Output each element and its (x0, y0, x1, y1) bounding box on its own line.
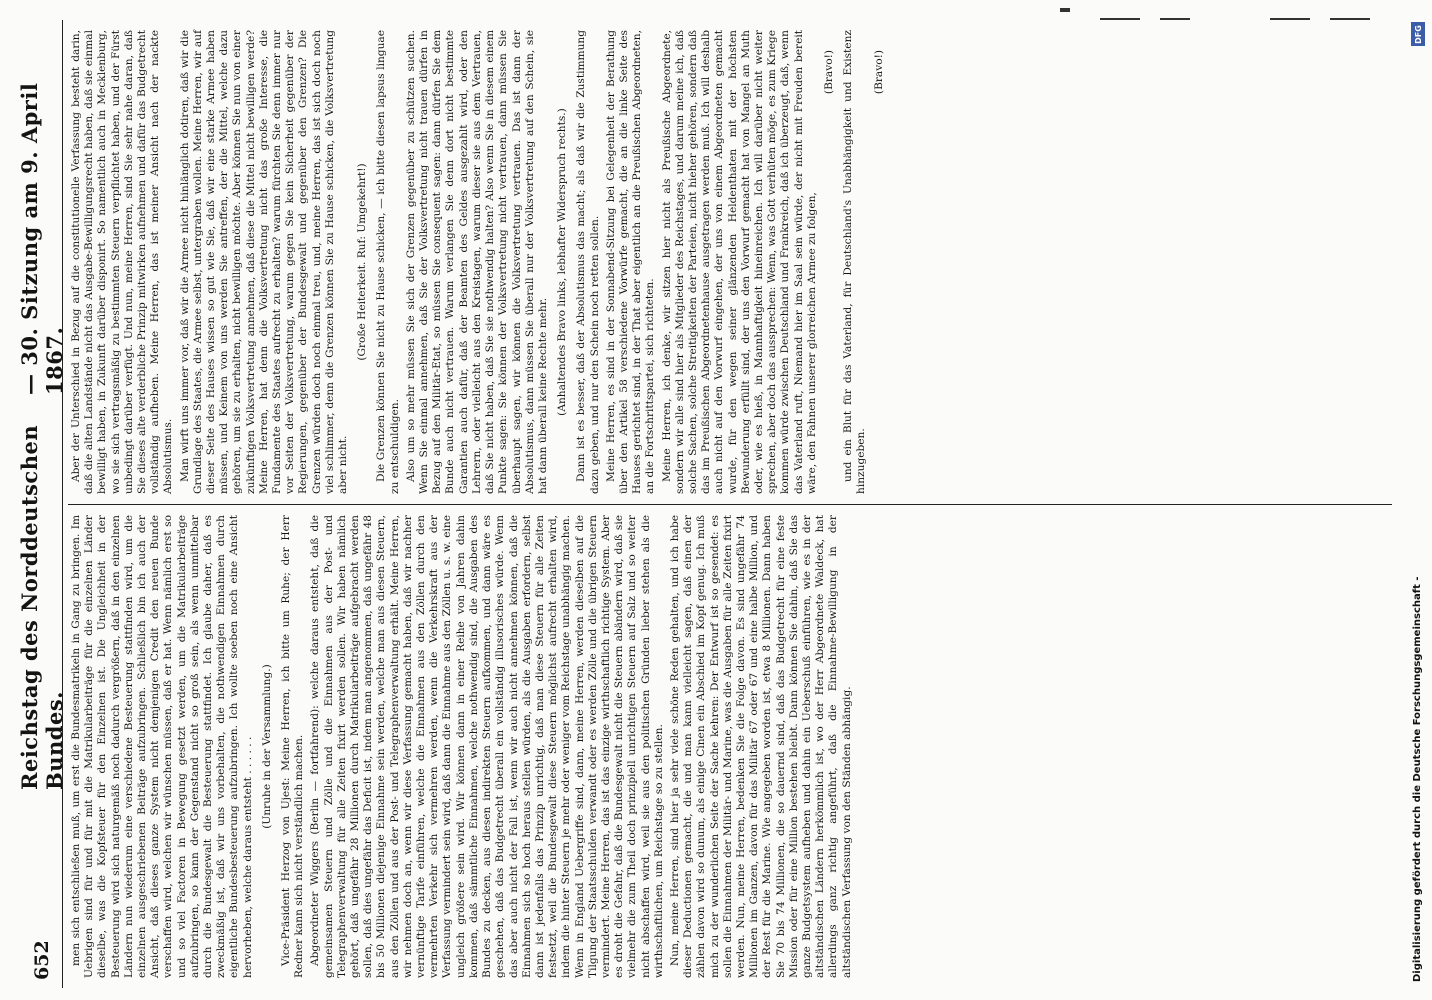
paragraph: men sich entschließen muß, um erst die Bundesmatrikeln in Gang zu bringen. Im Uebrigen sind für und für mit die Matrikularbeiträge für die einzelnen Länder dieselbe, was die Kopfsteuer für den Einzelnen ist. Die Ungleichheit in der Besteuerung wird sich naturgemäß noch dadurch vergrößern, daß in den einzelnen Ländern nun wiederum eine verschiedene Besteuerung stattfinden wird, um die einzelnen ausgeschriebenen Beiträge aufzubringen. Schließlich bin ich auch der Ansicht, daß dieses ganze System nicht demjenigen Credit den neuen Bunde verschaffen wird, welchen wir wünschen müssen, daß er hat. Wenn nämlich erst so und so viel Factoren in Bewegung gesetzt werden, um die Matrikularbeiträge aufzubringen, so kann der Gegenstand nicht so groß sein, als wenn unmittelbar durch die Bundesgewalt die Besteuerung stattfindet. Ich glaube daher, daß es zweckmäßig ist, daß wir uns vorbehalten, die nothwendigen Einnahmen durch eigentliche Bundesbesteuerung aufzubringen. Ich wollte soeben noch eine Ansicht hervorheben, welche daraus entsteht . . . . . . (70, 515, 254, 978)
scanned-sheet (17, 20, 1392, 988)
rotated-page (17, 20, 1392, 988)
digitization-credit-text: Digitalisierung gefördert durch die Deutsche Forschungsgemeinschaft - (1412, 576, 1423, 982)
paragraph: Abgeordneter Wiggers (Berlin — fortfahrend): welche daraus entsteht, daß die gemeinsamen Steuern und Zölle und die Einnahmen aus der Post- und Telegraphenverwaltung für alle Zeiten fixirt werden sollen. Wir haben nämlich gehört, daß ungefähr 28 Millionen durch Matrikularbeiträge aufgebracht werden sollen, daß dies ungefähr das Deficit ist, indem man angenommen, daß ungefähr 48 bis 50 Millionen diejenige Einnahme sein werden, welche man aus diesen Steuern, aus den Zöllen und aus der Post- und Telegraphenverwaltung erhält. Meine Herren, wir nehmen doch an, wenn wir diese Verfassung gemacht haben, daß wir nachher vernünftige Tarife einführen, welche die Einnahmen aus den Zöllen durch den vermehrten Verkehr sich vermehren werden, wenn die Verkehrskraft aus der Verfassung vermindert sein wird, daß dann die Einnahme aus den Zöllen u. s. w. eine ungleich größere sein wird. Wir können dann in einer Reihe von Jahren dahin kommen, daß sämmtliche Einnahmen, welche nothwendig sind, die Ausgaben des Bundes zu decken, aus diesen indirekten Steuern aufkommen, und dann wäre es geschehen, daß das Budgetrecht überall ein vollständig illusorisches würde. Wenn das aber auch nicht der Fall ist, wenn wir auch nicht annehmen können, daß die Einnahmen sich so hoch heraus stellen würden, als die Ausgaben erfordern, selbst dann ist jedenfalls das Prinzip unrichtig, daß man diese Steuern für alle Zeiten festsetzt, weil die Bundesgewalt diese Steuern möglichst aufrecht erhalten wird, indem die hinter Steuern je mehr oder weniger vom Reichstage unabhängig machen. Wenn in England Uebergriffe sind, dann, meine Herren, werden dieselben auf die Tilgung der Staatsschulden verwandt oder es werden Zölle und die übrigen Steuern vermindert. Meine Herren, das ist das einzige wirthschaftlich richtige System. Aber es droht die Gefahr, daß die Bundesgewalt nicht die Steuern abändern wird, daß sie vielmehr die zum Theil doch prinzipiell unrichtigen Steuern auf Salz und so weiter nicht abschaffen wird, weil sie aus den politischen Gründen lieber stehen als die wirthschaftlichen, um Reichstage so zu stellen. (309, 515, 665, 978)
paragraph: Also um so mehr müssen Sie sich der Grenzen gegenüber zu schützen suchen. Wenn Sie einmal annehmen, daß Sie der Volksvertretung nicht trauen dürfen in Bezug auf den Militär-Etat, so müssen Sie consequent sagen: dann dürfen Sie dem Bunde auch nicht vertrauen. Warum verlangen Sie denn dort nicht bestimmte Garantien auch dafür, daß der Beamten des Geldes ausgezahlt wird, oder den Lehrern, oder vielleicht aus den Kreistagen, warum dieser sie aus dem Vertrauen, daß Sie nicht haben, daß Sie sie nothwendig halten? Also wenn Sie in diesem einem Punkte sagen: Sie können der Volksvertretung nicht vertrauen, dann müssen Sie überhaupt sagen, wir können die Volksvertretung vertrauen. Das ist dann der Absolutismus, dann müssen Sie überall nur der Volksvertretung auf den Schein, sie hat dann überall keine Rechte mehr. (404, 30, 549, 494)
paragraph: Man wirft uns immer vor, daß wir die Armee nicht hinlänglich dotiren, daß wir die Grundlage des Staates, die Armee selbst, untergraben wollen. Meine Herren, wir auf dieser Seite des Hauses wissen so gut wie Sie, daß wir eine starke Armee haben müssen, und Keinem von uns werden Sie antreffen, der die Mittel, welche dazu gehören, um sie zu erhalten, nicht bewilligen möchte. Aber können Sie nun von einer zukünftigen Volksvertretung annehmen, daß diese die Mittel nicht bewilligen werde? Meine Herren, hat denn die Volksvertretung nicht das große Interesse, die Fundamente des Staates aufrecht zu erhalten? warum fürchten Sie denn immer nur vor Seiten der Volksvertretung, warum gegen Sie kein Sicherheit gegenüber der Regierungen, gegenüber der Bundesgewalt und gegenüber den Grenzen? Die Grenzen würden doch noch einmal treu, und, meine Herren, das ist sich doch noch viel schlimmer, denn die Grenzen können Sie zu Hause schicken, die Volksvertretung aber nicht. (178, 30, 350, 494)
paragraph: und ein Blut für das Vaterland, für Deutschland's Unabhängigkeit und Existenz hinzugeben. (842, 30, 868, 494)
digitization-credit (1408, 22, 1428, 982)
paragraph: Vice-Präsident Herzog von Ujest: Meine Herren, ich bitte um Ruhe; der Herr Redner kann sich nicht verständlich machen. (280, 515, 306, 978)
interjection: (Große Heiterkeit. Ruf: Umgekehrt!) (356, 163, 369, 361)
scan-artifact (1060, 8, 1070, 12)
paragraph: Die Grenzen können Sie nicht zu Hause schicken, — ich bitte diesen lapsus linguae zu entschuldigen. (375, 30, 401, 494)
paragraph: Meine Herren, es sind in der Sonnabend-Sitzung bei Gelegenheit der Berathung über den Artikel 58 verschiedene Vorwürfe gemacht, die an die linke Seite des Hauses gerichtet sind, in der That aber eigentlich an die Preußischen Abgeordneten, an die Fortschrittspartei, sich richteten. (604, 30, 657, 494)
paragraph: Dann ist es besser, daß der Absolutismus das macht; als daß wir die Zustimmung dazu geben, und nur den Schein noch retten sollen. (575, 30, 601, 494)
text-columns (68, 20, 1392, 988)
page-title: Reichstag des Norddeutschen Bundes. (17, 424, 67, 790)
interjection: (Bravo!) (822, 50, 835, 95)
paragraph: Aber der Unterschied in Bezug auf die constitutionelle Verfassung besteht darin, daß die alten Landstände nicht das Ausgabe-Bewilligungsrecht haben, daß sie einmal bewilligt haben, in Zukunft darüber disponirt. So namentlich auch in Mecklenburg, wo sie sich vertragsmäßig zu bestimmten Steuern verpflichtet haben, und der Fürst unbedingt darüber verfügt. Und nun, meine Herren, sind Sie sehr nahe daran, daß Sie dieses alte verderbliche Prinzip mitwirken aufnehmen und dafür das Budgetrecht vollständig aufheben. Meine Herren, das ist meiner Ansicht nach der nackte Absolutismus. (70, 30, 175, 494)
interjection: (Unruhe in der Versammlung.) (260, 664, 273, 829)
interjection: (Anhaltendes Bravo links, lebhafter Widerspruch rechts.) (556, 108, 569, 416)
page-header (17, 20, 67, 988)
session-title: — 30. Sitzung am 9. April 1867. (17, 82, 67, 395)
paragraph: Nun, meine Herren, sind hier ja sehr viele schöne Reden gehalten, und ich habe dieser Deductionen gemacht, die und man kann vielleicht sagen, daß einen der zählen davon wird so dunum, als einige Cinen ein Abschied im Kopf genug. Ich muß mich zu der wunderlichen Seite der Sache kehren: Der Entwurf ist so gesendet: es sollen die Einnahmen der Militär- und Marine, was die Ausgaben für alle Zeiten fixirt werden. Nun, meine Herren, bedenken Sie die Folge davon. Es sind ungefähr 74 Millionen im Ganzen, davon für das Militär 67 oder 67 und eine halbe Million, und der Rest für die Marine. Wie angegeben worden ist, etwa 8 Millionen. Dann haben Sie 70 bis 74 Millionen, die so dauernd sind, daß das Budgetrecht für eine feste Mission oder für eine Million bestehen bleibt. Dann können Sie dahin, daß Sie das ganze Budgetsystem aufheben und dahin ein Ueberschuß einführen, wie es in der altständischen Ländern herkömmlich ist, wo der Herr Abgeordnete Waldeck, hat allerdings ganz richtig angeführt, daß die Einnahme-Bewilligung in der altständischen Verfassung von den Ständen abhängig. (668, 515, 853, 978)
interjection: (Bravo!) (872, 50, 885, 95)
page-number: 652 (31, 940, 53, 980)
left-column (68, 504, 1392, 988)
right-column (68, 20, 1392, 504)
paragraph: Meine Herren, ich denke, wir sitzen hier nicht als Preußische Abgeordnete, sondern wir alle sind hier als Mitglieder des Reichstages, und darum meine ich, daß solche Sachen, solche Streitigkeiten der Parteien, nicht hieher gehören, sondern daß das im Preußischen Abgeordnetenhause ausgetragen werden muß. Ich will deshalb auch nicht auf den Vorwurf eingehen, der uns von einem Abgeordneten gemacht wurde, für den wegen seiner glänzenden Heldenthaten mit der höchsten Bewunderung erfüllt sind, der uns den Vorwurf gemacht hat von Mangel an Muth oder, wie es hieß, in Mannhaftigkeit hineinreichen. Ich will darüber nicht weiter sprechen, aber doch das aussprechen: Wenn, was Gott verhüten möge, es zum Kriege kommen würde zwischen Deutschland und Frankreich, daß ich überzeugt, daß, wenn das Vaterland ruft, Niemand hier im Saal sein würde, der nicht mit Freuden bereit wäre, den Fahnen unserer glorreichen Armee zu folgen, (660, 30, 818, 494)
dfg-logo: DFG (1411, 22, 1425, 46)
